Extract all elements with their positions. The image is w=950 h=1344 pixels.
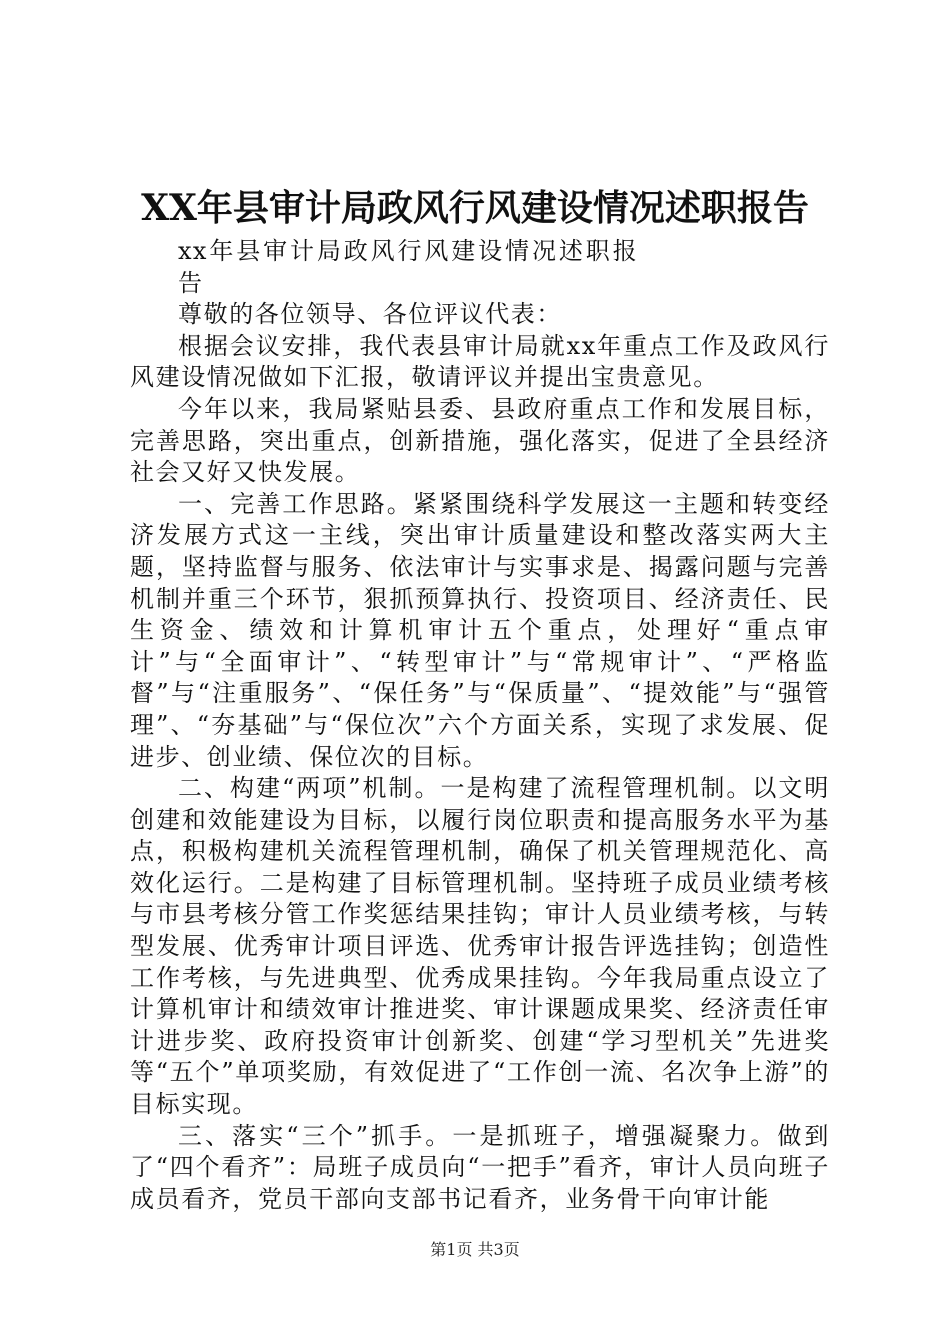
body-paragraph: 二、构建“两项”机制。一是构建了流程管理机制。以文明创建和效能建设为目标，以履行岗位职责和提高服务水平为基点，积极构建机关流程管理机制，确保了机关管理规范化、高效化运行。二是构建了目标管理机制。坚持班子成员业绩考核与市县考核分管工作奖惩结果挂钩；审计人员业绩考核，与转型发展、优秀审计项目评选、优秀审计报告评选挂钩；创造性工作考核，与先进典型、优秀成果挂钩。今年我局重点设立了计算机审计和绩效审计推进奖、审计课题成果奖、经济责任审计进步奖、政府投资审计创新奖、创建“学习型机关”先进奖等“五个”单项奖励，有效促进了“工作创一流、名次争上游”的目标实现。 xyxy=(130,774,830,1119)
document-body xyxy=(130,236,830,1215)
body-paragraph: 今年以来，我局紧贴县委、县政府重点工作和发展目标，完善思路，突出重点，创新措施，强化落实，促进了全县经济社会又好又快发展。 xyxy=(130,394,830,487)
document-subtitle: xx年县审计局政风行风建设情况述职报告 xyxy=(178,237,638,297)
document-title: XX年县审计局政风行风建设情况述职报告 xyxy=(141,187,809,229)
body-paragraph: 一、完善工作思路。紧紧围绕科学发展这一主题和转变经济发展方式这一主线，突出审计质量建设和整改落实两大主题，坚持监督与服务、依法审计与实事求是、揭露问题与完善机制并重三个环节，狠抓预算执行、投资项目、经济责任、民生资金、绩效和计算机审计五个重点，处理好“重点审计”与“全面审计”、“转型审计”与“常规审计”、“严格监督”与“注重服务”、“保任务”与“保质量”、“提效能”与“强管理”、“夯基础”与“保位次”六个方面关系，实现了求发展、促进步、创业绩、保位次的目标。 xyxy=(130,489,830,771)
salutation-paragraph: 尊敬的各位领导、各位评议代表： xyxy=(178,300,562,329)
body-paragraph: 三、落实“三个”抓手。一是抓班子，增强凝聚力。做到了“四个看齐”：局班子成员向“一把手”看齐，审计人员向班子成员看齐，党员干部向支部书记看齐，业务骨干向审计能 xyxy=(130,1121,830,1213)
page-number: 第1页 共3页 xyxy=(430,1240,520,1259)
body-paragraph: 根据会议安排，我代表县审计局就xx年重点工作及政风行风建设情况做如下汇报，敬请评议并提出宝贵意见。 xyxy=(130,331,830,392)
